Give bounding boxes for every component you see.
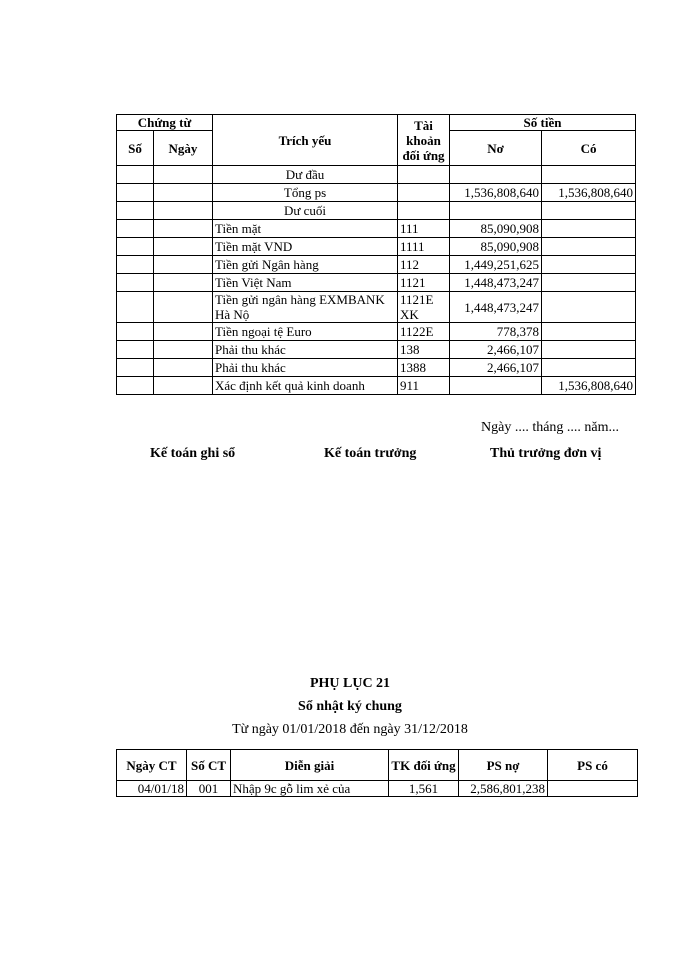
cell-desc: Dư đầu xyxy=(213,166,398,184)
cell-desc: Tổng ps xyxy=(213,184,398,202)
cell-acct: 911 xyxy=(398,377,450,395)
cell-acct xyxy=(398,202,450,220)
journal-header-so-ct: Số CT xyxy=(187,750,231,781)
cell-ngay xyxy=(154,292,213,323)
ledger-body xyxy=(117,166,636,395)
cell-credit xyxy=(542,341,636,359)
cell-ngay xyxy=(154,220,213,238)
cell-ngay xyxy=(154,184,213,202)
cell-dien-giai: Nhập 9c gỗ lim xẻ của xyxy=(231,781,389,797)
header-chung-tu: Chứng từ xyxy=(117,115,213,131)
cell-so xyxy=(117,184,154,202)
cell-debit: 778,378 xyxy=(450,323,542,341)
cell-debit xyxy=(450,377,542,395)
cell-so xyxy=(117,341,154,359)
date-line: Ngày .... tháng .... năm... xyxy=(481,420,620,435)
cell-credit xyxy=(542,238,636,256)
journal-row xyxy=(117,781,638,797)
journal-table xyxy=(116,749,638,797)
ledger-row xyxy=(117,274,636,292)
cell-desc: Tiền ngoại tệ Euro xyxy=(213,323,398,341)
cell-desc: Dư cuối xyxy=(213,202,398,220)
ledger-row xyxy=(117,166,636,184)
ledger-row xyxy=(117,292,636,323)
cell-credit xyxy=(542,323,636,341)
cell-debit: 85,090,908 xyxy=(450,238,542,256)
cell-debit: 1,448,473,247 xyxy=(450,292,542,323)
cell-tk: 1,561 xyxy=(389,781,459,797)
cell-ngay xyxy=(154,359,213,377)
cell-acct: 1122E xyxy=(398,323,450,341)
ledger-row xyxy=(117,359,636,377)
ledger-table xyxy=(116,114,636,395)
cell-ngay-ct: 04/01/18 xyxy=(117,781,187,797)
header-co: Có xyxy=(542,131,636,166)
cell-credit xyxy=(542,359,636,377)
cell-desc: Tiền gửi ngân hàng EXMBANK Hà Nộ xyxy=(213,292,398,323)
signer-ke-toan-truong: Kế toán trưởng xyxy=(324,446,417,461)
header-trich-yeu: Trích yếu xyxy=(213,115,398,166)
cell-debit: 2,466,107 xyxy=(450,359,542,377)
cell-ps-co xyxy=(548,781,638,797)
cell-credit xyxy=(542,292,636,323)
ledger-row xyxy=(117,323,636,341)
cell-so xyxy=(117,359,154,377)
cell-ps-no: 2,586,801,238 xyxy=(459,781,548,797)
cell-ngay xyxy=(154,238,213,256)
cell-credit: 1,536,808,640 xyxy=(542,377,636,395)
cell-credit xyxy=(542,256,636,274)
cell-so xyxy=(117,238,154,256)
journal-header-dien-giai: Diễn giải xyxy=(231,750,389,781)
cell-credit xyxy=(542,166,636,184)
cell-acct: 1121 xyxy=(398,274,450,292)
cell-desc: Tiền mặt VND xyxy=(213,238,398,256)
cell-acct xyxy=(398,184,450,202)
cell-desc: Xác định kết quả kinh doanh xyxy=(213,377,398,395)
signer-thu-truong: Thủ trưởng đơn vị xyxy=(490,446,602,461)
cell-acct: 1121E XK xyxy=(398,292,450,323)
cell-so xyxy=(117,292,154,323)
cell-ngay xyxy=(154,377,213,395)
journal-header-ps-no: PS nợ xyxy=(459,750,548,781)
cell-acct: 112 xyxy=(398,256,450,274)
cell-ngay xyxy=(154,341,213,359)
cell-so-ct: 001 xyxy=(187,781,231,797)
cell-debit: 2,466,107 xyxy=(450,341,542,359)
cell-debit xyxy=(450,202,542,220)
ledger-row xyxy=(117,256,636,274)
ledger-row xyxy=(117,202,636,220)
appendix-period: Từ ngày 01/01/2018 đến ngày 31/12/2018 xyxy=(232,722,468,737)
header-no: Nơ xyxy=(450,131,542,166)
cell-so xyxy=(117,377,154,395)
journal-header-ngay-ct: Ngày CT xyxy=(117,750,187,781)
cell-credit: 1,536,808,640 xyxy=(542,184,636,202)
cell-acct: 1388 xyxy=(398,359,450,377)
ledger-row xyxy=(117,220,636,238)
journal-body xyxy=(117,781,638,797)
header-so: Số xyxy=(117,131,154,166)
cell-so xyxy=(117,220,154,238)
cell-desc: Tiền gửi Ngân hàng xyxy=(213,256,398,274)
cell-debit: 85,090,908 xyxy=(450,220,542,238)
cell-desc: Phải thu khác xyxy=(213,359,398,377)
journal-header-tk: TK đối ứng xyxy=(389,750,459,781)
cell-acct xyxy=(398,166,450,184)
signer-ke-toan-ghi-so: Kế toán ghi sổ xyxy=(150,446,236,461)
appendix-title: PHỤ LỤC 21 xyxy=(309,676,391,691)
cell-acct: 1111 xyxy=(398,238,450,256)
cell-so xyxy=(117,256,154,274)
cell-ngay xyxy=(154,256,213,274)
cell-desc: Tiền mặt xyxy=(213,220,398,238)
cell-ngay xyxy=(154,202,213,220)
cell-debit: 1,449,251,625 xyxy=(450,256,542,274)
cell-acct: 111 xyxy=(398,220,450,238)
cell-so xyxy=(117,202,154,220)
appendix-subtitle: Sổ nhật ký chung xyxy=(298,699,402,714)
cell-debit: 1,448,473,247 xyxy=(450,274,542,292)
cell-debit xyxy=(450,166,542,184)
header-ngay: Ngày xyxy=(154,131,213,166)
cell-so xyxy=(117,166,154,184)
ledger-row xyxy=(117,341,636,359)
cell-desc: Tiền Việt Nam xyxy=(213,274,398,292)
cell-desc: Phải thu khác xyxy=(213,341,398,359)
header-so-tien: Số tiền xyxy=(450,115,636,131)
cell-credit xyxy=(542,274,636,292)
cell-ngay xyxy=(154,274,213,292)
cell-so xyxy=(117,323,154,341)
journal-header-ps-co: PS có xyxy=(548,750,638,781)
header-tai-khoan: Tài khoản đối ứng xyxy=(398,115,450,166)
ledger-row xyxy=(117,238,636,256)
cell-debit: 1,536,808,640 xyxy=(450,184,542,202)
ledger-row xyxy=(117,377,636,395)
cell-credit xyxy=(542,220,636,238)
cell-ngay xyxy=(154,323,213,341)
cell-so xyxy=(117,274,154,292)
ledger-row xyxy=(117,184,636,202)
cell-ngay xyxy=(154,166,213,184)
cell-credit xyxy=(542,202,636,220)
cell-acct: 138 xyxy=(398,341,450,359)
